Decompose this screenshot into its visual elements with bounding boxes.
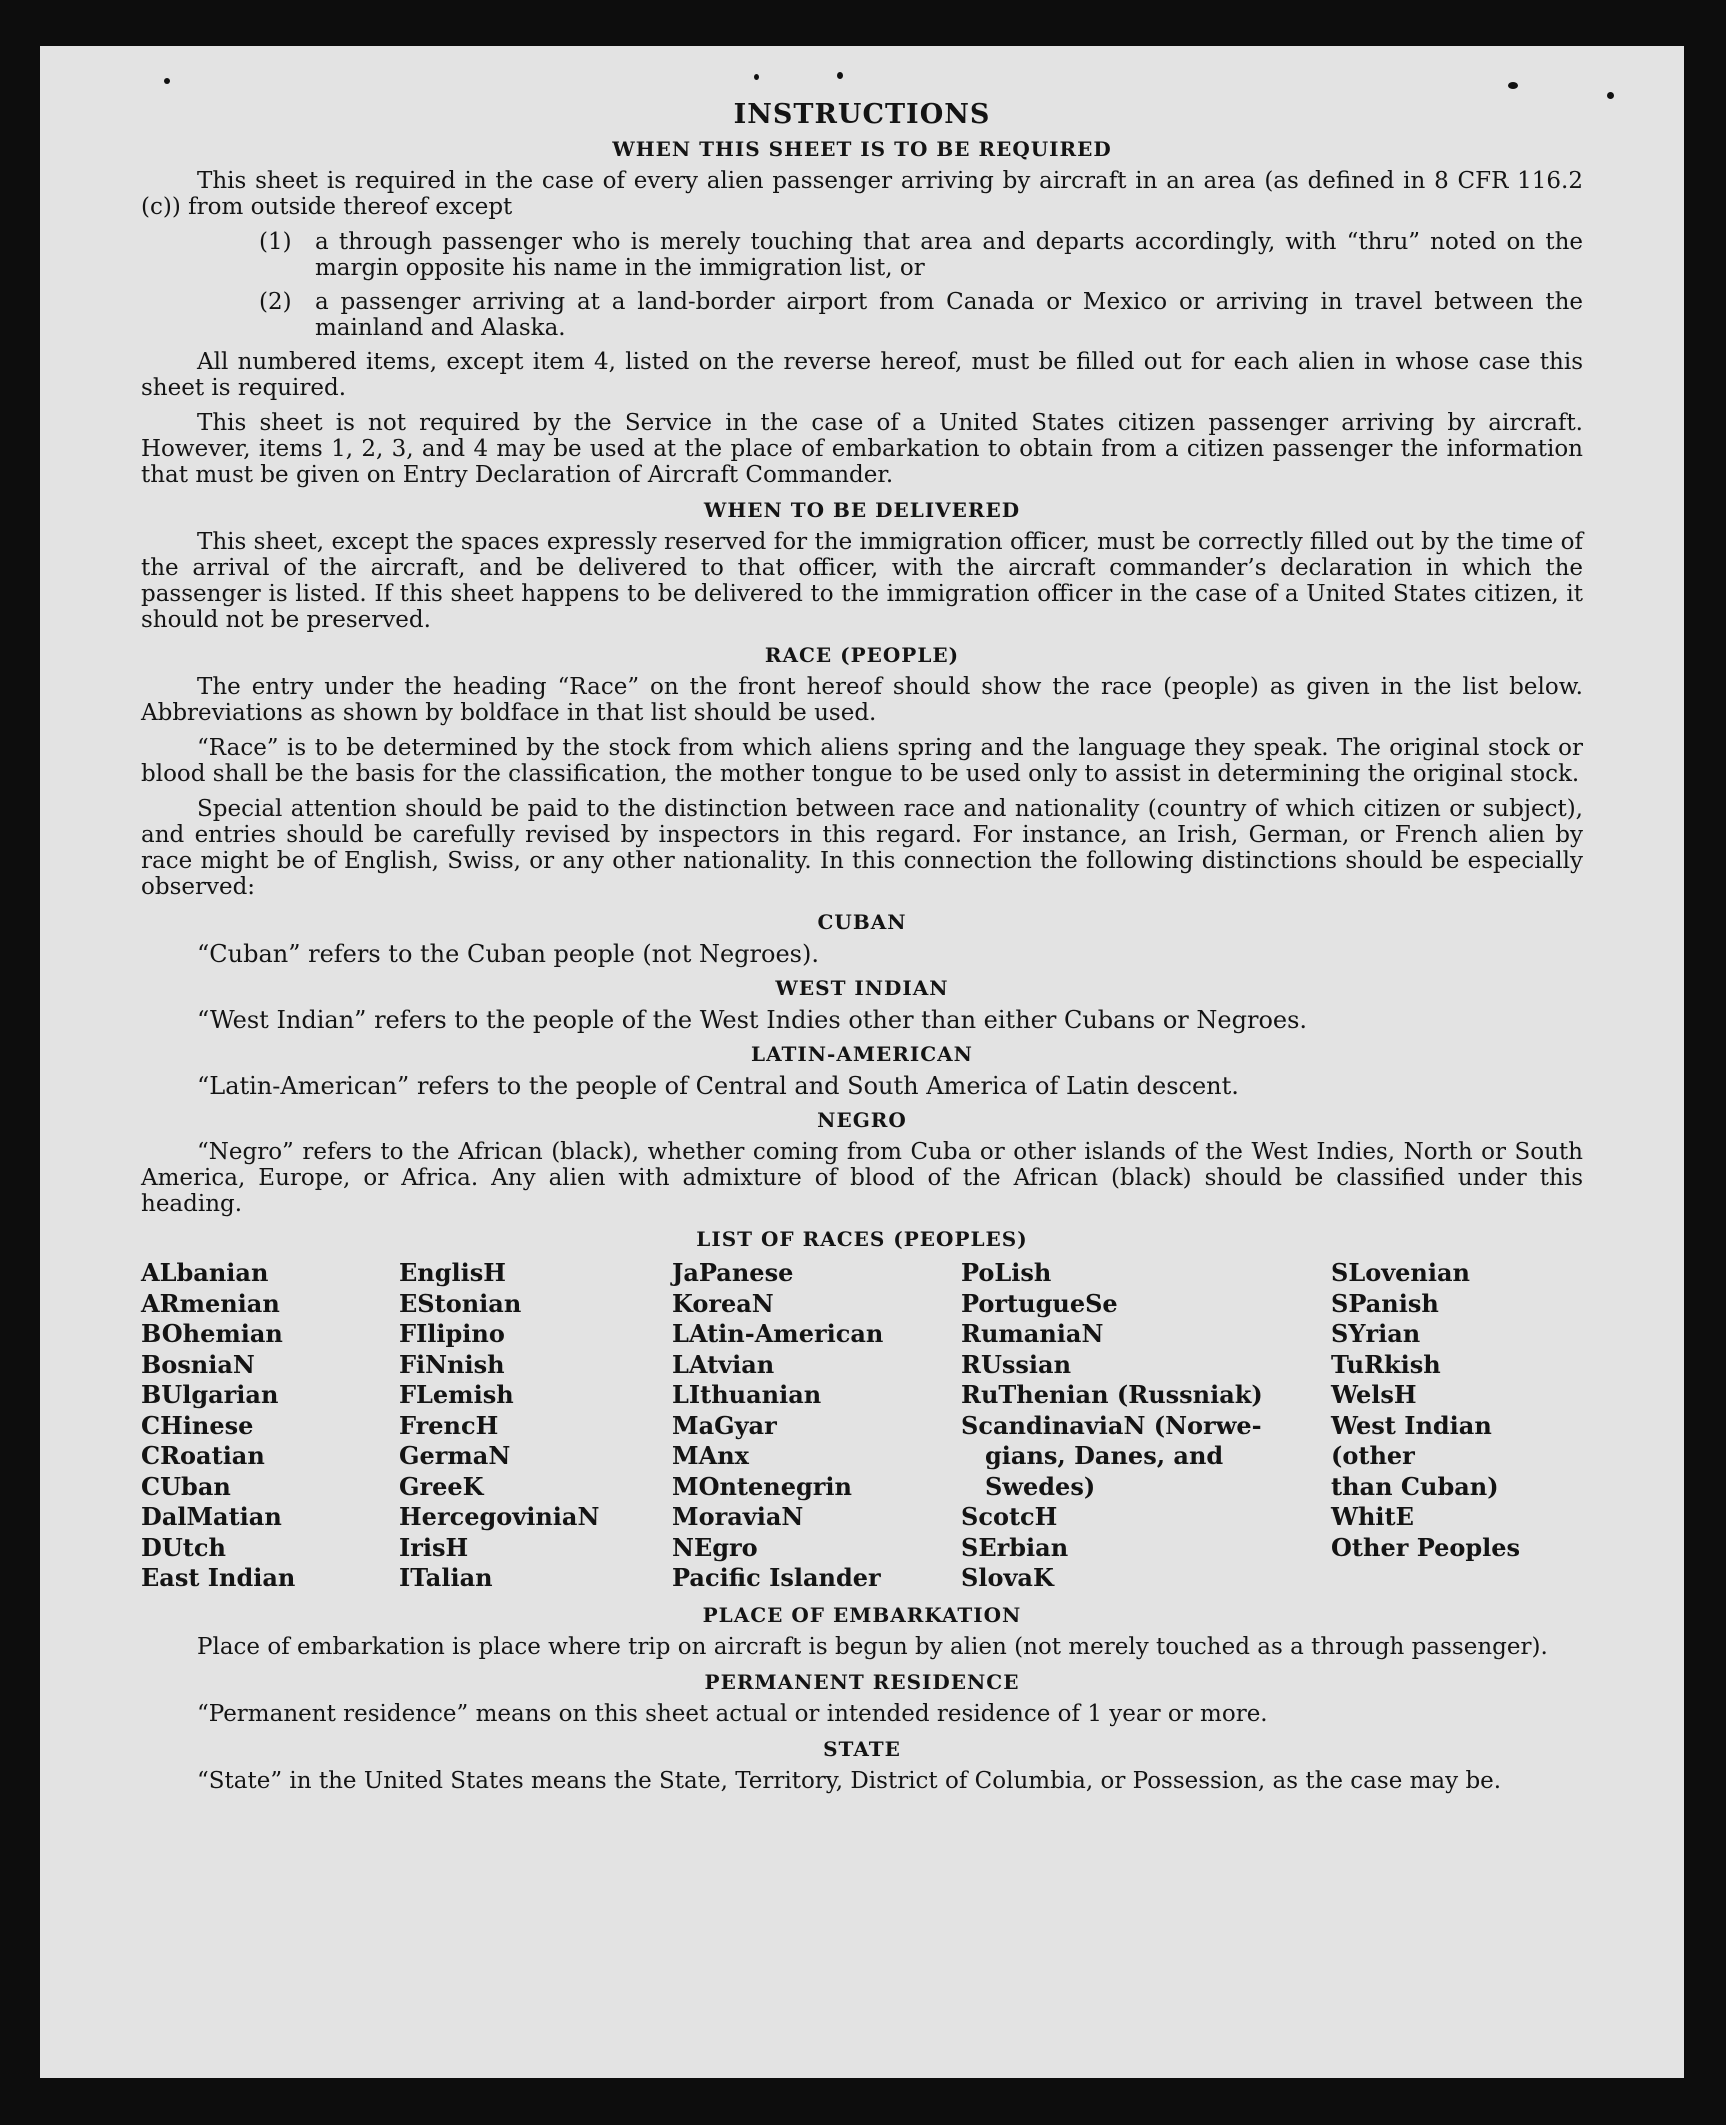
race-entry: MaGyar [672,1410,777,1440]
race-entry: SlovaK [961,1563,1054,1592]
exception-text: a through passenger who is merely touching that area and departs accordingly, with “thru” noted on the margin opposite his name in the immigration list, or [315,229,1583,281]
race-entry: NEgro [672,1532,758,1562]
races-column [399,1258,672,1594]
section-heading-negro: NEGRO [817,1108,907,1132]
race-entry: TuRkish [1331,1349,1441,1379]
race-para3: Special attention should be paid to the distinction between race and nationality (country of which citizen or subject), and entries should be carefully revised by inspectors in this regard. For instance, an Irish, German, or French alien by race might be of English, Swiss, or any other nationality. In this connection the following distinctions should be especially observed: [141,796,1583,900]
race-entry: RUssian [961,1349,1072,1379]
race-entry: ARmenian [141,1288,280,1318]
exception-number: (1) [259,229,292,255]
race-entry: West Indian (other [1331,1410,1492,1470]
race-entry: BOhemian [141,1319,283,1348]
race-para2: “Race” is to be determined by the stock from which aliens spring and the language they speak. The original stock or blood shall be the basis for the classification, the mother tongue to be used only to assist in determining the original stock. [141,735,1583,787]
race-entry: ITalian [399,1563,493,1592]
races-column [1331,1258,1583,1594]
race-entry: EnglisH [399,1258,506,1287]
section-heading-west-indian: WEST INDIAN [775,976,949,1000]
punch-mark [837,72,843,79]
race-entry: SErbian [961,1532,1069,1562]
race-para1: The entry under the heading “Race” on the front hereof should show the race (people) as given in the list below. Abbreviations as shown by boldface in that list should be used. [141,674,1583,726]
race-entry: HercegoviniaN [399,1502,600,1531]
race-entry: EStonian [399,1288,522,1318]
race-entry: MoraviaN [672,1502,804,1531]
race-entry: RumaniaN [961,1319,1104,1348]
cuban-definition: “Cuban” refers to the Cuban people (not Negroes). [197,940,819,968]
negro-definition: “Negro” refers to the African (black), whether coming from Cuba or other islands of the West Indies, North or South America, Europe, or Africa. Any alien with admixture of blood of the African (black) should be classified under this heading. [141,1139,1583,1217]
section-heading-race: RACE (PEOPLE) [764,643,960,667]
exception-number: (2) [259,289,292,315]
section-heading-state: STATE [823,1736,901,1761]
section-heading-permanent-residence: PERMANENT RESIDENCE [704,1669,1020,1694]
race-entry: IrisH [399,1532,469,1562]
document-page [40,46,1684,2078]
page-title: INSTRUCTIONS [733,99,991,130]
section-heading-cuban: CUBAN [817,910,907,934]
race-entry: SYrian [1331,1319,1421,1348]
race-entry: WhitE [1331,1502,1414,1531]
punch-mark [754,74,759,80]
race-entry: CUban [141,1471,231,1501]
race-entry: ALbanian [141,1258,269,1287]
race-entry: LAtvian [672,1349,775,1379]
races-column [141,1258,399,1594]
race-entry: JaPanese [672,1258,794,1287]
place-of-embarkation-text: Place of embarkation is place where trip on aircraft is begun by alien (not merely touched as a through passenger). [197,1633,1548,1660]
punch-mark [164,78,170,84]
section-heading-latin-american: LATIN-AMERICAN [751,1042,973,1066]
race-entry: BosniaN [141,1349,255,1379]
punch-mark [1607,92,1614,99]
race-entry: LAtin-American [672,1319,884,1348]
race-entry: gians, Danes, and [985,1441,1224,1470]
when-delivered-text: This sheet, except the spaces expressly reserved for the immigration officer, must be correctly filled out by the time of the arrival of the aircraft, and be delivered to that officer, with the aircraft commander’s declaration in which the passenger is listed. If this sheet happens to be delivered to the immigration officer in the case of a United States citizen, it should not be preserved. [141,529,1583,633]
race-entry: ScandinaviaN (Norwe- [961,1410,1262,1440]
race-entry: FiNnish [399,1349,505,1379]
race-entry: WelsH [1331,1380,1417,1409]
race-entry: LIthuanian [672,1380,822,1409]
races-column [672,1258,961,1594]
instructions-content [141,99,1583,1803]
race-entry: DUtch [141,1532,226,1562]
section-heading-place-of-embarkation: PLACE OF EMBARKATION [702,1602,1022,1627]
race-entry: Other Peoples [1331,1532,1521,1562]
state-text: “State” in the United States means the State, Territory, District of Columbia, or Possession, as the case may be. [197,1767,1502,1794]
race-entry: FrencH [399,1410,499,1440]
race-entry: GreeK [399,1471,484,1501]
race-entry: CHinese [141,1410,254,1440]
race-entry: PoLish [961,1258,1052,1287]
race-entry: than Cuban) [1331,1471,1499,1501]
race-entry: BUlgarian [141,1380,279,1409]
latin-american-definition: “Latin-American” refers to the people of Central and South America of Latin descent. [197,1072,1239,1100]
permanent-residence-text: “Permanent residence” means on this sheet actual or intended residence of 1 year or more. [197,1700,1268,1727]
exception-item [259,289,1583,341]
race-entry: Swedes) [985,1471,1096,1501]
race-entry: GermaN [399,1441,511,1470]
race-entry: PortugueSe [961,1288,1118,1318]
races-list [141,1258,1583,1594]
race-entry: RuThenian (Russniak) [961,1380,1263,1409]
race-entry: SLovenian [1331,1258,1470,1287]
section-heading-list-of-races: LIST OF RACES (PEOPLES) [696,1227,1028,1251]
section-heading-when-delivered: WHEN TO BE DELIVERED [703,498,1021,522]
race-entry: MAnx [672,1441,749,1470]
race-entry: FLemish [399,1380,514,1409]
race-entry: FIlipino [399,1319,505,1348]
race-entry: East Indian [141,1563,296,1592]
exception-text: a passenger arriving at a land-border airport from Canada or Mexico or arriving in travel between the mainland and Alaska. [315,289,1583,341]
when-required-para2: All numbered items, except item 4, listed on the reverse hereof, must be filled out for each alien in whose case this sheet is required. [141,349,1583,401]
race-entry: ScotcH [961,1502,1058,1531]
race-entry: CRoatian [141,1441,265,1470]
when-required-intro: This sheet is required in the case of every alien passenger arriving by aircraft in an area (as defined in 8 CFR 116.2 (c)) from outside thereof except [141,168,1583,220]
race-entry: DalMatian [141,1502,282,1531]
races-column [961,1258,1331,1594]
when-required-para3: This sheet is not required by the Service in the case of a United States citizen passenger arriving by aircraft. However, items 1, 2, 3, and 4 may be used at the place of embarkation to obtain from a citizen passenger the information that must be given on Entry Declaration of Aircraft Commander. [141,410,1583,488]
section-heading-when-required: WHEN THIS SHEET IS TO BE REQUIRED [612,137,1112,161]
exception-item [259,229,1583,281]
race-entry: MOntenegrin [672,1471,852,1501]
punch-mark [1508,82,1518,89]
race-entry: SPanish [1331,1288,1439,1318]
west-indian-definition: “West Indian” refers to the people of the West Indies other than either Cubans or Negroes. [197,1006,1308,1034]
race-entry: Pacific Islander [672,1563,881,1592]
race-entry: KoreaN [672,1288,774,1318]
